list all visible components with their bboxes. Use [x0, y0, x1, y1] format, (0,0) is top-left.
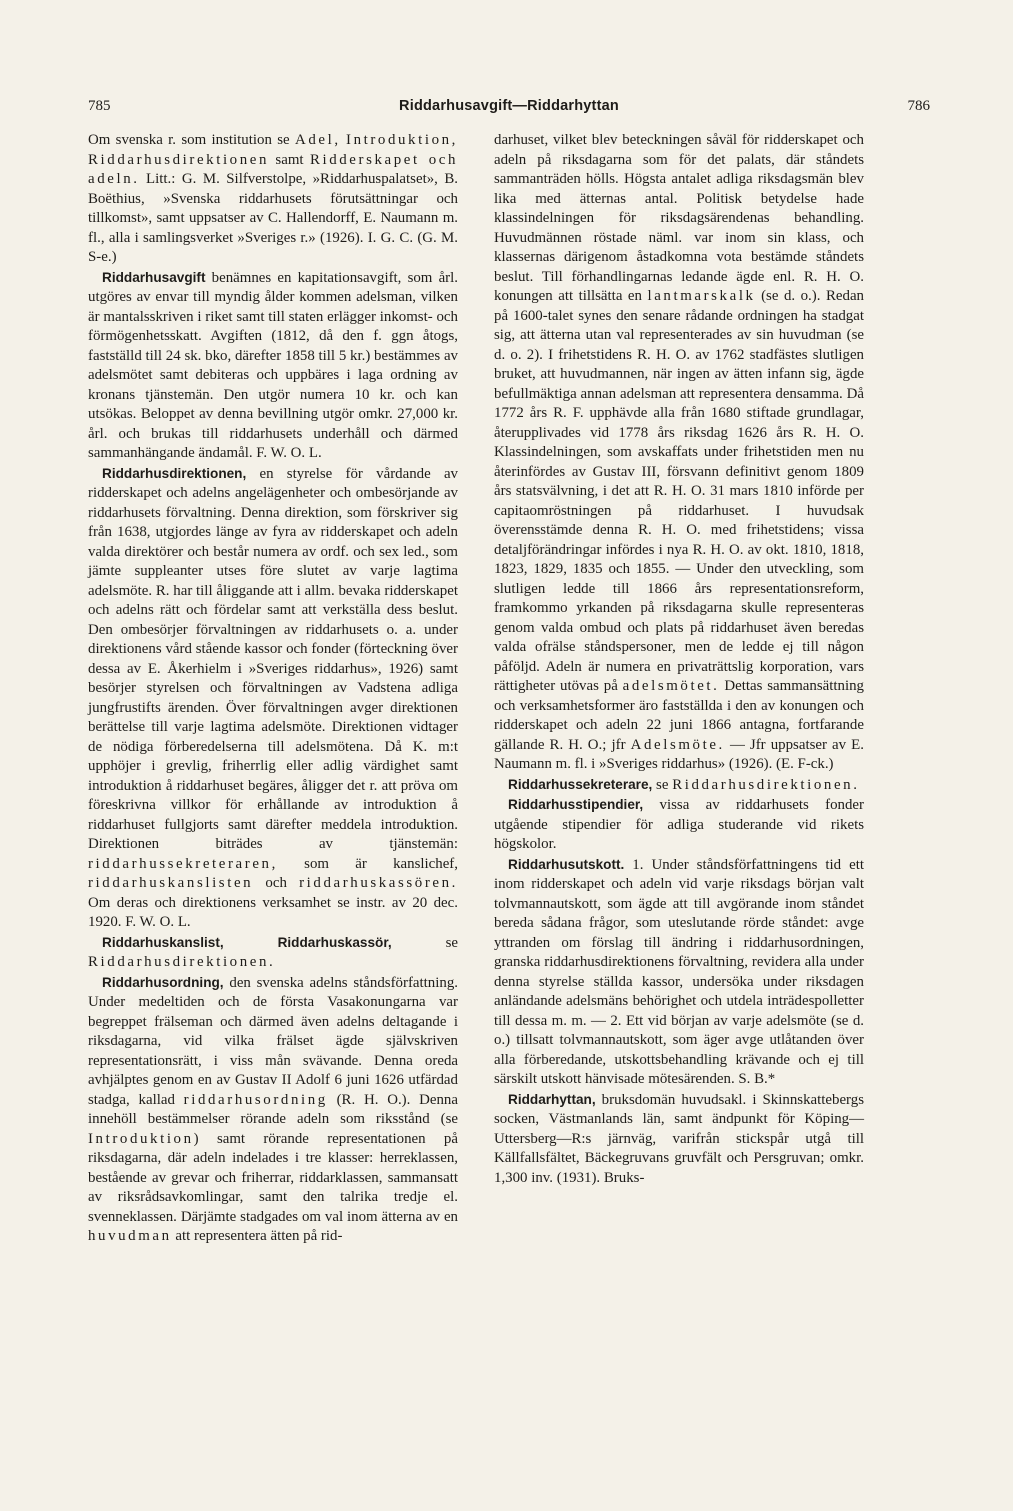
cross-reference: Riddarhusdirektionen.: [672, 776, 860, 793]
entry-headword: Riddarhusdirektionen,: [102, 465, 247, 481]
entry-headword: Riddarhusavgift: [102, 269, 206, 285]
body-text: att representera ätten på rid-: [171, 1228, 343, 1244]
body-text: bruksdomän huvudsakl. i Skinnskattebergs socken, Västmanlands län, samt ändpunkt för Köping— Uttersberg—R:s järnväg, varifrån stickspår utgå till Källfallsfältet, Bäckegruvans gruvfält och Persgruvan; omkr. 1,300 inv. (1931). Bruks-: [494, 1091, 864, 1186]
body-text: se: [652, 776, 673, 793]
cross-reference: Adelsmöte.: [630, 736, 725, 753]
page-number-right: 786: [907, 98, 930, 114]
entry-headword: Riddarhusordning,: [102, 974, 224, 990]
body-text: 1. Under ståndsförfattningens tid ett inom ridderskapet och adeln vid varje riksdags början valt tolvmannautskott, som ägde att till avgörande inom ståndet bereda sådana frågor, som uteslutande rörde ståndet: avge yttranden om förslag till ändring i riddarhusordningen, granska riddarhusdirektionens förvaltning, revidera alla under denna styrelse ställda kassor, undersöka under riksdagen anländande adelsmäns behörighet och utdela inträdespolletter till dessa m. m. — 2. Ett vid början av varje adelsmöte (se d. o.) tillsatt tolvmannautskott, som äger avge utlåtanden över alla förberedande, utskottsbehandling krävande och ej till särskilt utskott hänvisade mötesärenden. S. B.*: [494, 856, 864, 1087]
body-text: ) samt rörande representationen på riksdagarna, där adeln indelades i tre klasser: herreklassen, bestående av grevar och friherrar, riddarklassen, sammansatt av riksrådsavkomlingar, samt den talrika tredje el. svenneklassen. Därjämte stadgades om val inom ätterna av en: [88, 1130, 458, 1225]
entry-riddarhyttan: [494, 1090, 864, 1189]
cross-reference: Ridderskapet och adeln.: [88, 151, 458, 187]
entry-riddarhusordning: [88, 973, 458, 1247]
cross-reference: riddarhuskassören.: [299, 875, 458, 891]
cross-reference: lantmarskalk: [647, 288, 756, 304]
body-text: en styrelse för vårdande av ridderskapet och adelns angelägenheter och ombesörjande av riddarhusets förvaltning. Denna direktion, som förskriver sig från 1638, utgjordes länge av fyra av ridderskapet och adeln valda direktörer och består numera av ordf. och sex led., som jämte suppleanter utses före slutet av varje lagtima adelsmöte. R. har till åliggande att i allm. bevaka ridderskapet och adelns rätt och fördelar samt att verkställa dess beslut. Den ombesörjer förvaltningen av riddarhusets o. a. under direktionens vård stående kassor och fonder (förteckning över dessa av E. Åkerhielm i »Sveriges riddarhus», 1926) samt besörjer styrelsen och förvaltningen av Vadstena adliga jungfrustifts ärenden. Över förvaltningen avger direktionen berättelse till varje lagtima adelsmöte. Direktionen vidtager de nödiga förberedelserna till adelsmötena. Då K. m:t upphöjer i grevlig, friherrlig eller adlig värdighet samt introduktion å riddarhuset begäres, åligger det r. att pröva om föreskrivna villkor för erhållande av introduktion å riddarhuset fullgjorts samt därefter meddela introduktion. Direktionen biträdes av tjänstemän:: [88, 465, 458, 852]
cross-reference: adelsmötet.: [622, 678, 720, 694]
entry-headword: Riddarhuskanslist, Riddarhuskassör,: [102, 934, 392, 950]
entry-headword: Riddarhusstipendier,: [508, 797, 644, 812]
running-title: Riddarhusavgift—Riddarhyttan: [399, 98, 619, 114]
cross-reference: Adel,: [295, 132, 341, 148]
body-text: darhuset, vilket blev beteckningen såväl för ridderskapet och adeln på riksdagarna som för det palats, där ståndets sammanträden hölls. Högsta antalet adliga riksdagsmän blev lika med ätternas antal. Politisk betydelse hade klassindelningen för riksdagsärendenas behandling. Huvudmännen röstade näml. var inom sin klass, och klassernas därigenom åstadkomna vota bestämde ståndets beslut. Till förhandlingarnas ledande ägde enl. R. H. O. konungen att tillsätta en: [494, 132, 864, 304]
entry-riddarhussekreterare: [494, 775, 864, 796]
entry-headword: Riddarhusutskott.: [508, 856, 625, 872]
body-text: (se d. o.). Redan på 1600-talet synes den senare rådande ordningen ha stadgat sig, att ätterna utan val representerades av sin huvudman (se d. o. 2). I frihetstidens R. H. O. av 1762 stadfästes slutligen bruket, att huvudmannen, när ingen av ätten infann sig, ägde befullmäktiga annan adelsman att representera densamma. Då 1772 års R. F. upphävde alla från 1680 stiftade grundlagar, återupplivades vid 1778 års riksdag 1626 års R. H. O. Klassindelningen, som avskaffats under frihetstiden men nu återinfördes av Gustav III, försvann definitivt genom 1809 års statsvälvning, i det att R. H. O. 31 mars 1810 införde per capitaomröstningen på riddarhuset. I huvudsak överensstämde denna R. H. O. med frihetstidens; vissa detaljförändringar infördes i nya R. H. O. av okt. 1810, 1818, 1823, 1829, 1835 och 1855. — Under den utveckling, som slutligen ledde till 1866 års representationsreform, framkommo yrkanden på riksdagarna skulle representeras genom valda ombud och plats på riddarhuset även beredas valda ofrälse ståndspersoner, men de ledde ej till någon påföljd. Adeln är numera en privaträttslig korporation, vars rättigheter utövas på: [494, 288, 864, 694]
body-text: benämnes en kapitationsavgift, som årl. utgöres av envar till myndig ålder kommen adelsman, vilken är mantalsskriven i riket samt till staten erlägger inkomst- och förmögenhetsskatt. Avgiften (1812, då den f. ggn åtogs, fastställd till 24 sk. bko, därefter 1858 till 5 kr.) bestämmes av adelsmötet samt debiteras och uppbäres i laga ordning av kronans tjänstemän. Den utgör numera 10 kr. och kan utsökas. Beloppet av denna bevillning utgör omkr. 27,000 kr. årl. och brukas till riddarhusets underhåll och därmed sammanhängande ändamål. F. W. O. L.: [88, 269, 458, 461]
entry-riddarhusstipendier: [494, 795, 864, 855]
body-text: och: [253, 875, 300, 891]
cross-reference: riddarhussekreteraren,: [88, 855, 278, 872]
page-header: [88, 98, 930, 122]
cross-reference: Riddarhusdirektionen.: [88, 954, 276, 970]
body-text: — Jfr uppsatser av E. Naumann m. fl. i »Sveriges riddarhus» (1926). (E. F-ck.): [494, 736, 864, 772]
body-text: den svenska adelns ståndsförfattning. Under medeltiden och de första Vasakonungarna var begreppet frälseman och därmed även adelns deltagande i riksdagarna, vid vilka frälset ägde självskriven representationsrätt, i viss mån svävande. Denna oreda avhjälptes genom en av Gustav II Adolf 6 juni 1626 utfärdad stadga, kallad: [88, 974, 458, 1108]
entry-headword: Riddarhussekreterare,: [508, 776, 653, 792]
body-text: som är kanslichef,: [277, 855, 458, 872]
body-text: Om svenska r. som institution se: [88, 132, 295, 148]
body-text: samt: [269, 151, 310, 168]
page-number-left: 785: [88, 98, 111, 114]
entry-riddarhusordning-continued: [494, 131, 864, 775]
right-column: [494, 131, 864, 1188]
body-text: vissa av riddarhusets fonder utgående stipendier för adliga studerande vid rikets högskolor.: [494, 797, 864, 852]
cross-reference: riddarhusordning: [183, 1091, 328, 1108]
body-text: Dettas sammansättning och verksamhetsformer äro fastställda i den av konungen och ridderskapet och adeln 22 juni 1866 antagna, fortfarande gällande R. H. O.; jfr: [494, 678, 864, 753]
cross-reference: Introduktion: [88, 1130, 194, 1147]
body-text: (R. H. O.). Denna innehöll bestämmelser rörande adeln som riksstånd (se: [88, 1091, 458, 1127]
entry-riddarhusutskott: [494, 855, 864, 1090]
entry-headword: Riddarhyttan,: [508, 1091, 596, 1107]
entry-riddarhusavgift: [88, 268, 458, 464]
body-text: Litt.: G. M. Silfverstolpe, »Riddarhuspalatset», B. Boëthius, »Svenska riddarhusets förutsättningar och tillkomst», samt uppsatser av C. Hallendorff, E. Naumann m. fl., alla i samlingsverket »Sveriges r.» (1926). I. G. C. (G. M. S-e.): [88, 171, 458, 265]
cross-reference: riddarhuskanslisten: [88, 875, 254, 891]
cross-reference: huvudman: [88, 1228, 172, 1244]
left-column: [88, 131, 458, 1247]
entry-riddarhuskanslist: [88, 933, 458, 973]
body-text: se: [391, 934, 458, 951]
body-text: Om deras och direktionens verksamhet se instr. av 20 dec. 1920. F. W. O. L.: [88, 894, 458, 930]
entry-riddarhus-intro: [88, 131, 458, 268]
cross-reference: Introduktion, Riddarhusdirektionen: [88, 132, 458, 168]
entry-riddarhusdirektionen: [88, 464, 458, 933]
